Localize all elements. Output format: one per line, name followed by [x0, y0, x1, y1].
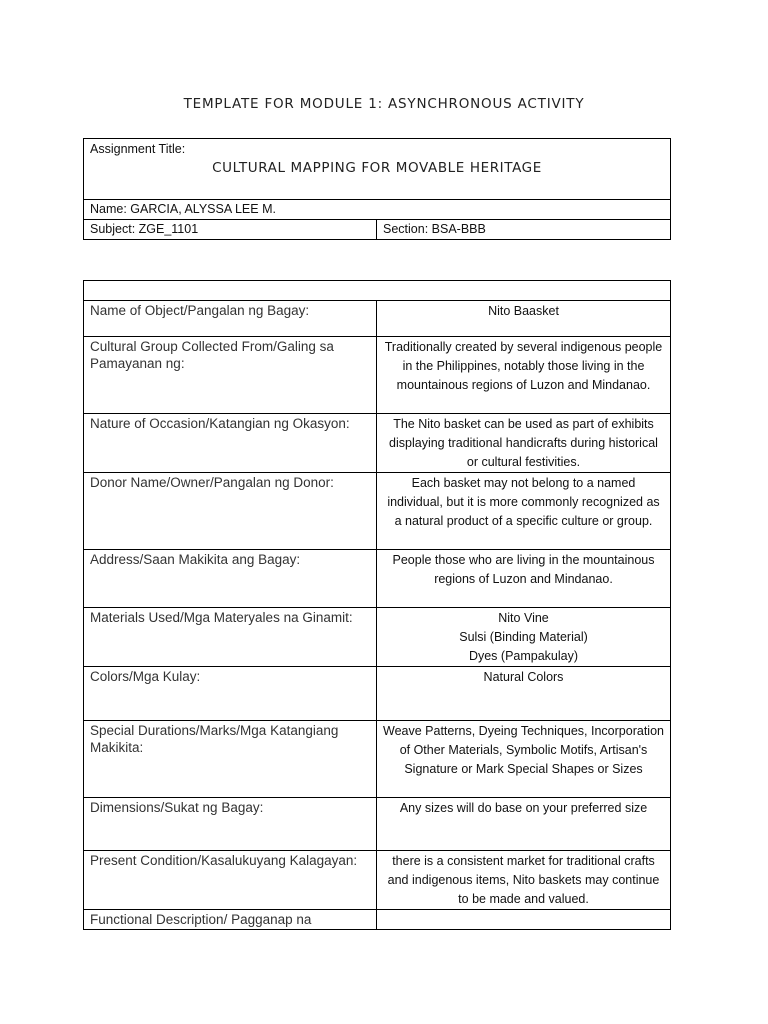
- field-value: Traditionally created by several indigenous people in the Philippines, notably those living in the mountainous regions of Luzon and Mindanao.: [377, 337, 671, 414]
- table-row: [84, 798, 671, 851]
- student-name: Name: GARCIA, ALYSSA LEE M.: [84, 200, 671, 220]
- page-title: TEMPLATE FOR MODULE 1: ASYNCHRONOUS ACTIVITY: [183, 96, 585, 112]
- assignment-info-table: [83, 138, 671, 240]
- field-label: Address/Saan Makikita ang Bagay:: [84, 550, 377, 608]
- table-row: [84, 473, 671, 550]
- table-row: [84, 337, 671, 414]
- field-label: Materials Used/Mga Materyales na Ginamit:: [84, 608, 377, 667]
- field-value: Nito Vine Sulsi (Binding Material) Dyes (Pampakulay): [377, 608, 671, 667]
- table-row: [84, 667, 671, 721]
- table-row: [84, 414, 671, 473]
- field-label: Nature of Occasion/Katangian ng Okasyon:: [84, 414, 377, 473]
- field-label: Donor Name/Owner/Pangalan ng Donor:: [84, 473, 377, 550]
- field-label: Name of Object/Pangalan ng Bagay:: [84, 301, 377, 337]
- assignment-title-label: Assignment Title:: [90, 142, 186, 156]
- assignment-title-cell: [84, 139, 671, 200]
- field-label: Colors/Mga Kulay:: [84, 667, 377, 721]
- blank-header-row: [84, 281, 671, 301]
- table-row: [84, 550, 671, 608]
- field-value: Nito Baasket: [377, 301, 671, 337]
- field-value: Weave Patterns, Dyeing Techniques, Incorporation of Other Materials, Symbolic Motifs, Artisan's Signature or Mark Special Shapes or Sizes: [377, 721, 671, 798]
- field-value: Any sizes will do base on your preferred size: [377, 798, 671, 851]
- table-row: [84, 608, 671, 667]
- field-value: there is a consistent market for traditional crafts and indigenous items, Nito baskets may continue to be made and valued.: [377, 851, 671, 910]
- field-label: Functional Description/ Pagganap na: [84, 910, 377, 930]
- field-label: Cultural Group Collected From/Galing sa Pamayanan ng:: [84, 337, 377, 414]
- subject-code: Subject: ZGE_1101: [84, 220, 377, 240]
- table-row: [84, 301, 671, 337]
- field-label: Special Durations/Marks/Mga Katangiang Makikita:: [84, 721, 377, 798]
- table-row: [84, 851, 671, 910]
- field-value: [377, 910, 671, 930]
- assignment-title: CULTURAL MAPPING FOR MOVABLE HERITAGE: [212, 160, 542, 176]
- heritage-details-table: [83, 280, 671, 930]
- section: Section: BSA-BBB: [377, 220, 671, 240]
- table-row: [84, 910, 671, 930]
- field-value: People those who are living in the mountainous regions of Luzon and Mindanao.: [377, 550, 671, 608]
- field-label: Dimensions/Sukat ng Bagay:: [84, 798, 377, 851]
- field-value: Natural Colors: [377, 667, 671, 721]
- field-label: Present Condition/Kasalukuyang Kalagayan:: [84, 851, 377, 910]
- field-value: The Nito basket can be used as part of exhibits displaying traditional handicrafts during historical or cultural festivities.: [377, 414, 671, 473]
- field-value: Each basket may not belong to a named individual, but it is more commonly recognized as a natural product of a specific culture or group.: [377, 473, 671, 550]
- table-row: [84, 721, 671, 798]
